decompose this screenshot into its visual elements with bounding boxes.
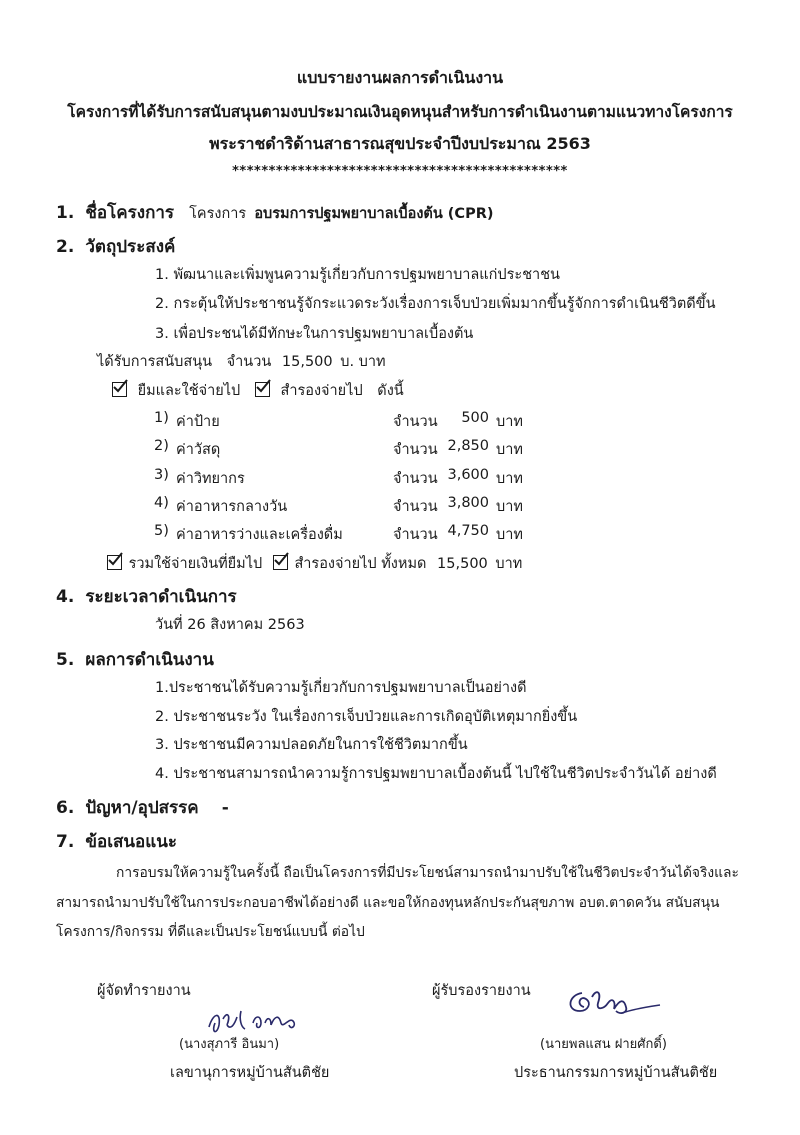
checked-box-icon[interactable] (112, 382, 127, 397)
expense-label: จำนวน (393, 499, 438, 515)
expense-label: จำนวน (393, 527, 438, 543)
total-amount: 15,500 (437, 556, 488, 572)
support-unit: บ. บาท (340, 354, 386, 370)
expense-item: ค่าวัสดุ (176, 442, 221, 458)
expense-item: ค่าอาหารว่างและเครื่องดื่ม (176, 527, 343, 543)
support-amount: 15,500 (281, 354, 333, 370)
expense-row (154, 523, 523, 543)
expense-amount: 500 (461, 410, 489, 426)
project-name: อบรมการปฐมพยาบาลเบื้องต้น (CPR) (254, 206, 494, 222)
section-1 (56, 199, 494, 226)
total-borrow-label: รวมใช้จ่ายเงินที่ยืมไป (128, 556, 263, 572)
expense-unit: บาท (496, 414, 523, 430)
result-item: 1.ประชาชนได้รับความรู้เกี่ยวกับการปฐมพยาบาลเป็นอย่างดี (155, 680, 527, 696)
preparer-role: ผู้จัดทำรายงาน (97, 983, 191, 999)
total-line (107, 552, 522, 575)
certifier-name: (นายพลแสน ฝายศักดิ์) (540, 1037, 667, 1052)
operation-date: วันที่ 26 สิงหาคม 2563 (155, 617, 305, 633)
advance-label: สำรองจ่ายไป (280, 383, 363, 399)
payment-type-line (112, 379, 404, 402)
expense-amount: 4,750 (447, 523, 489, 539)
section-4 (56, 583, 237, 610)
expense-item: ค่าอาหารกลางวัน (176, 499, 288, 515)
result-item: 2. ประชาชนระวัง ในเรื่องการเจ็บป่วยและการเกิดอุบัติเหตุมากยิ่งขึ้น (155, 709, 578, 725)
suggestion-line: การอบรมให้ความรู้ในครั้งนี้ ถือเป็นโครงการที่มีประโยชน์สามารถนำมาปรับใช้ในชีวิตประจำวันได้จริงและ (116, 865, 739, 881)
document-subtitle-2: พระราชดำริด้านสาธารณสุขประจำปีงบประมาณ 2563 (209, 134, 591, 153)
document-title: แบบรายงานผลการดำเนินงาน (296, 68, 504, 87)
problems-value: - (221, 798, 229, 818)
section-number: 1. (56, 203, 75, 223)
support-label: ได้รับการสนับสนุน (97, 354, 213, 370)
section-7 (56, 828, 177, 855)
section-number: 6. (56, 798, 75, 818)
expense-unit: บาท (496, 442, 523, 458)
expense-unit: บาท (496, 527, 523, 543)
expense-unit: บาท (496, 471, 523, 487)
objective-item: 2. กระตุ้นให้ประชาชนรู้จักระแวดระวังเรื่องการเจ็บป่วยเพิ่มมากขึ้นรู้จักการดำเนินชีวิตดีขึ้น (155, 296, 716, 312)
expense-unit: บาท (496, 499, 523, 515)
section-number: 5. (56, 650, 75, 670)
section-title: วัตถุประสงค์ (85, 237, 176, 257)
preparer-position: เลขานุการหมู่บ้านสันติชัย (170, 1065, 330, 1081)
certifier-position: ประธานกรรมการหมู่บ้านสันติชัย (514, 1065, 718, 1081)
expense-row (154, 410, 523, 430)
section-title: ผลการดำเนินงาน (85, 650, 214, 670)
section-number: 7. (56, 832, 75, 852)
suggestion-line: โครงการ/กิจกรรม ที่ดีและเป็นประโยชน์แบบนี้ ต่อไป (56, 924, 365, 940)
expense-row (154, 467, 523, 487)
expense-number: 4) (154, 495, 169, 511)
expense-row (154, 495, 523, 515)
result-item: 3. ประชาชนมีความปลอดภัยในการใช้ชีวิตมากขึ้น (155, 737, 468, 753)
checked-box-icon[interactable] (107, 555, 122, 570)
certifier-role: ผู้รับรองรายงาน (432, 983, 531, 999)
as-follows-label: ดังนี้ (377, 383, 404, 399)
checked-box-icon[interactable] (255, 382, 270, 397)
support-amount-label: จำนวน (226, 354, 272, 370)
star-divider: ********************************************** (232, 164, 568, 179)
expense-amount: 3,600 (447, 467, 489, 483)
expense-item: ค่าป้าย (176, 414, 220, 430)
section-number: 2. (56, 237, 75, 257)
section-number: 4. (56, 587, 75, 607)
suggestion-line: สามารถนำมาปรับใช้ในการประกอบอาชีพได้อย่างดี และขอให้กองทุนหลักประกันสุขภาพ อบต.ตาดควัน สนับสนุน (56, 895, 720, 911)
section-title: ข้อเสนอแนะ (85, 832, 177, 852)
expense-number: 2) (154, 438, 169, 454)
section-6 (56, 794, 229, 821)
support-line (97, 350, 386, 373)
expense-amount: 3,800 (447, 495, 489, 511)
document-subtitle: โครงการที่ได้รับการสนับสนุนตามงบประมาณเงินอุดหนุนสำหรับการดำเนินงานตามแนวทางโครงการ (67, 103, 733, 121)
section-title: ระยะเวลาดำเนินการ (85, 587, 237, 607)
expense-number: 3) (154, 467, 169, 483)
objective-item: 1. พัฒนาและเพิ่มพูนความรู้เกี่ยวกับการปฐมพยาบาลแก่ประชาชน (155, 267, 560, 283)
project-prefix: โครงการ (189, 206, 247, 222)
expense-row (154, 438, 523, 458)
expense-amount: 2,850 (447, 438, 489, 454)
expense-item: ค่าวิทยากร (176, 471, 245, 487)
total-unit: บาท (495, 556, 523, 572)
section-5 (56, 646, 214, 673)
expense-label: จำนวน (393, 414, 438, 430)
certifier-signature (562, 985, 672, 1029)
objective-item: 3. เพื่อประชนได้มีทักษะในการปฐมพยาบาลเบื้องต้น (155, 326, 474, 342)
section-title: ชื่อโครงการ (85, 203, 175, 223)
checked-box-icon[interactable] (273, 555, 288, 570)
section-title: ปัญหา/อุปสรรค (85, 798, 199, 818)
expense-number: 1) (154, 410, 169, 426)
section-2 (56, 233, 175, 260)
expense-label: จำนวน (393, 471, 438, 487)
preparer-name: (นางสุภารี อินมา) (179, 1037, 280, 1052)
result-item: 4. ประชาชนสามารถนำความรู้การปฐมพยาบาลเบื้องต้นนี้ ไปใช้ในชีวิตประจำวันได้ อย่างดี (155, 766, 717, 782)
borrow-label: ยืมและใช้จ่ายไป (137, 383, 241, 399)
total-advance-label: สำรองจ่ายไป ทั้งหมด (294, 556, 427, 572)
expense-number: 5) (154, 523, 169, 539)
expense-label: จำนวน (393, 442, 438, 458)
